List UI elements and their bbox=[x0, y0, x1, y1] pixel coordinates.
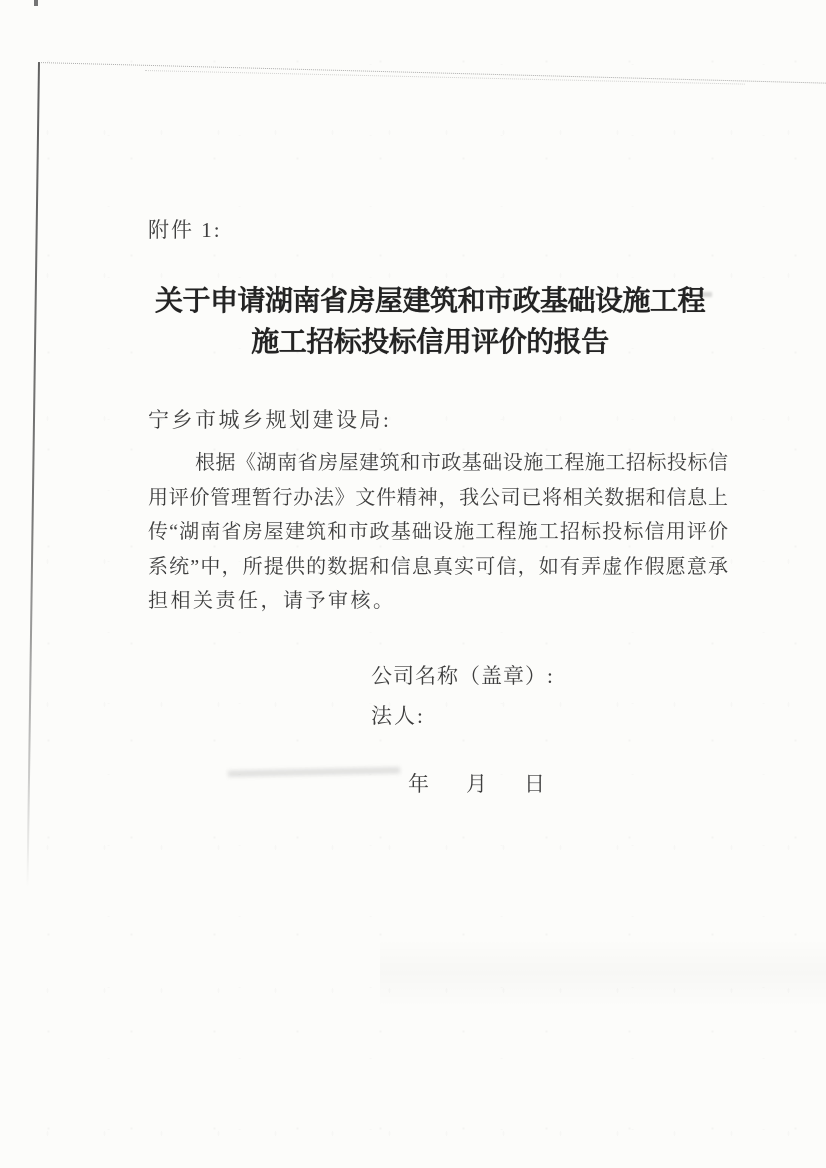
scan-shadow-band bbox=[380, 938, 826, 1008]
scan-edge-vertical-line bbox=[26, 62, 40, 888]
body-line: 担相关责任，请予审核。 bbox=[148, 590, 396, 612]
body-line: 根据《湖南省房屋建筑和市政基础设施工程施工招标投标信 bbox=[195, 452, 728, 474]
salutation: 宁乡市城乡规划建设局: bbox=[148, 408, 392, 432]
body-line: 用评价管理暂行办法》文件精神，我公司已将相关数据和信息上 bbox=[148, 486, 728, 509]
legal-person-label: 法人: bbox=[371, 704, 425, 728]
body-line: 传“湖南省房屋建筑和市政基础设施工程施工招标投标信用评价 bbox=[148, 521, 728, 543]
date-month-label: 月 bbox=[466, 772, 487, 796]
attachment-label: 附件 1: bbox=[148, 218, 222, 242]
company-name-seal-label: 公司名称（盖章）: bbox=[371, 664, 554, 688]
body-line: 系统”中，所提供的数据和信息真实可信，如有弄虚作假愿意承 bbox=[148, 555, 728, 578]
body-paragraph bbox=[148, 446, 728, 619]
scan-smudge bbox=[228, 767, 400, 777]
document-title-line2: 施工招标投标信用评价的报告 bbox=[251, 326, 609, 357]
date-line bbox=[408, 768, 545, 798]
scan-speck-top bbox=[34, 0, 38, 6]
date-day-label: 日 bbox=[524, 772, 545, 796]
document-title-line1: 关于申请湖南省房屋建筑和市政基础设施工程 bbox=[154, 285, 705, 316]
date-year-label: 年 bbox=[408, 772, 429, 796]
scan-edge-dotted-line bbox=[38, 62, 826, 84]
document-title bbox=[130, 280, 730, 362]
